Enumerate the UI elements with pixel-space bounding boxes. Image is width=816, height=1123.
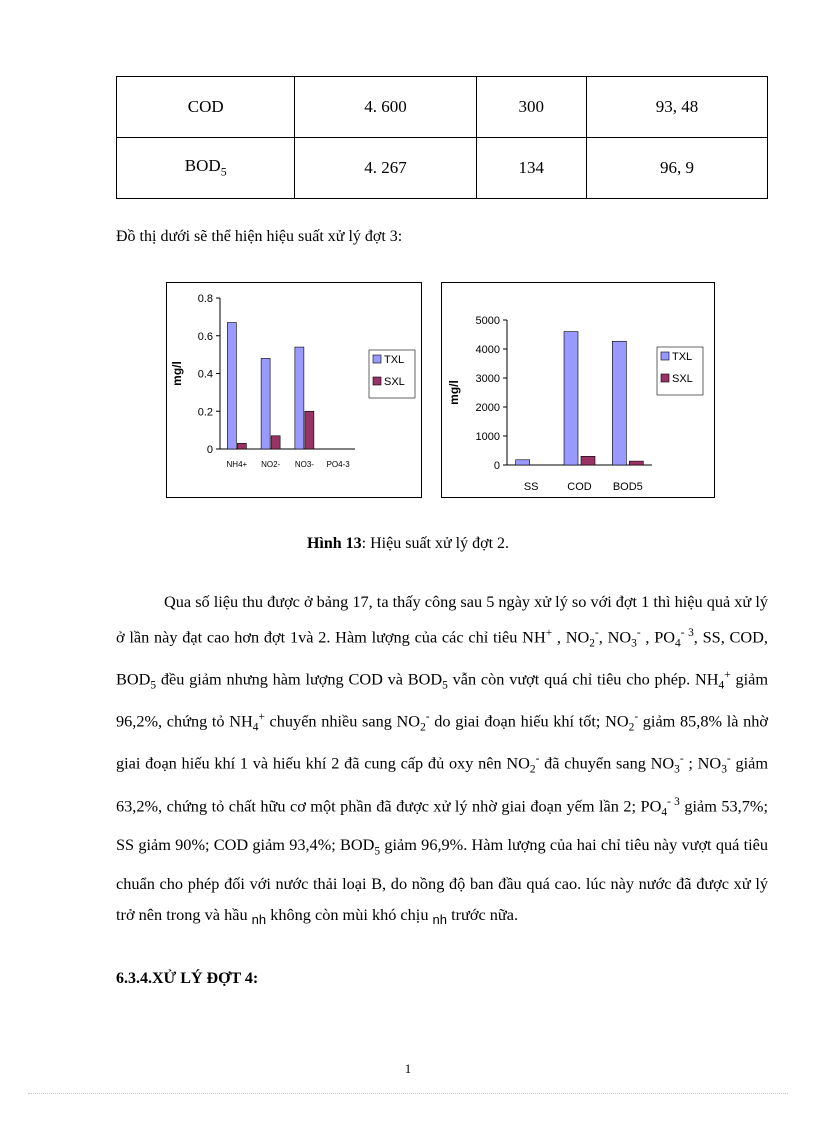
y-tick-label: 0.2 xyxy=(197,406,213,419)
param-cell: $BOD_5$ xyxy=(117,138,295,199)
bar-sxl-1 xyxy=(271,436,280,449)
legend-swatch-txl xyxy=(661,352,669,360)
page-number: 1 xyxy=(404,1061,412,1076)
figure-caption xyxy=(0,535,816,553)
x-tick-label: NH4+ xyxy=(226,460,248,469)
body-paragraph xyxy=(116,586,768,932)
paragraph-text: Qua số liệu thu được ở bảng 17, ta thấy công sau 5 ngày xử lý so với đợt 1 thì hiệu quả xử lý ở lần này đạt cao hơn đợt 1và 2. Hàm lượng của các chỉ tiêu NH+ , $NO_2^-$, $NO_3^-$ , $PO_4^{- 3}$, SS, COD, $BOD_5$ đều giảm nhưng hàm lượng COD và $BOD_5$ vẫn còn vượt quá chỉ tiêu cho phép. $NH_4^+$ giảm 96,2%, chứng tỏ $NH_4^+$ chuyển nhiều sang $NO_2^-$ do giai đoạn hiếu khí tốt; $NO_2^-$ giảm 85,8% là nhờ giai đoạn hiếu khí 1 và hiếu khí 2 đã cung cấp đủ oxy nên $NO_2^-$ đã chuyển sang $NO_3^-$ ; $NO_3^-$ giảm 63,2%, chứng tỏ chất hữu cơ một phần đã được xử lý nhờ giai đoạn yếm lần 2; $PO_4^{- 3}$ giảm 53,7%; SS giảm 90%; COD giảm 93,4%; $BOD_5$ giảm 96,9%. Hàm lượng của hai chỉ tiêu này vượt quá tiêu chuẩn cho phép đối với nước thải loại B, do nồng độ ban đầu quá cao. lúc này nước đã được xử lý trở nên trong và hầu $_{nh}$ không còn mùi khó chịu $_{nh}$ trước nữa. xyxy=(116,592,769,928)
section-heading: 6.3.4.XỬ LÝ ĐỢT 4: xyxy=(116,970,259,987)
chart-organics xyxy=(441,282,715,498)
bar-txl-1 xyxy=(261,358,270,449)
y-tick-label: 3000 xyxy=(475,373,500,385)
legend-swatch-sxl xyxy=(373,377,381,385)
results-table xyxy=(116,76,768,199)
legend-label-sxl: SXL xyxy=(672,373,693,385)
y-tick-label: 5000 xyxy=(475,315,500,327)
y-tick-label: 0.4 xyxy=(197,368,213,381)
bar-txl-0 xyxy=(516,460,530,465)
x-tick-label: SS xyxy=(523,481,539,493)
legend-label-txl: TXL xyxy=(672,351,693,363)
value-cell: 93, 48 xyxy=(586,77,767,138)
chart-nutrients xyxy=(166,282,422,498)
caption-text: : Hiệu suất xử lý đợt 2. xyxy=(361,535,510,552)
table-row xyxy=(117,77,768,138)
bar-sxl-0 xyxy=(237,443,246,449)
legend-swatch-sxl xyxy=(661,374,669,382)
bar-sxl-2 xyxy=(305,411,314,449)
bar-sxl-2 xyxy=(629,461,643,465)
x-tick-label: NO2- xyxy=(261,460,281,469)
x-tick-label: COD xyxy=(567,481,592,493)
param-cell: COD xyxy=(117,77,295,138)
legend-label-txl: TXL xyxy=(384,354,405,366)
bar-txl-2 xyxy=(612,341,626,465)
y-axis-label: mg/l xyxy=(447,380,461,405)
legend-swatch-txl xyxy=(373,355,381,363)
footer-divider xyxy=(28,1093,788,1094)
y-tick-label: 4000 xyxy=(475,344,500,356)
caption-label: Hình 13 xyxy=(306,535,362,552)
bar-txl-1 xyxy=(564,332,578,465)
value-cell: 4. 600 xyxy=(295,77,476,138)
x-tick-label: BOD5 xyxy=(612,481,643,493)
x-tick-label: NO3- xyxy=(294,460,314,469)
y-axis-label: mg/l xyxy=(170,361,184,386)
y-tick-label: 0 xyxy=(493,460,500,472)
chart-nutrients-svg xyxy=(167,283,421,497)
value-cell: 300 xyxy=(476,77,586,138)
bar-txl-2 xyxy=(295,347,304,449)
y-tick-label: 2000 xyxy=(475,402,500,414)
bar-sxl-1 xyxy=(581,456,595,465)
legend-label-sxl: SXL xyxy=(384,376,405,388)
intro-text: Đồ thị dưới sẽ thể hiện hiệu suất xử lý đợt 3: xyxy=(116,228,403,245)
y-tick-label: 0.6 xyxy=(197,330,213,343)
bar-txl-0 xyxy=(227,323,236,449)
value-cell: 4. 267 xyxy=(295,138,476,199)
x-tick-label: PO4-3 xyxy=(326,460,350,469)
y-tick-label: 0.8 xyxy=(197,293,213,305)
y-tick-label: 1000 xyxy=(475,431,500,443)
y-tick-label: 0 xyxy=(206,444,213,456)
value-cell: 134 xyxy=(476,138,586,199)
value-cell: 96, 9 xyxy=(586,138,767,199)
chart-organics-svg xyxy=(442,283,714,497)
table-row xyxy=(117,138,768,199)
